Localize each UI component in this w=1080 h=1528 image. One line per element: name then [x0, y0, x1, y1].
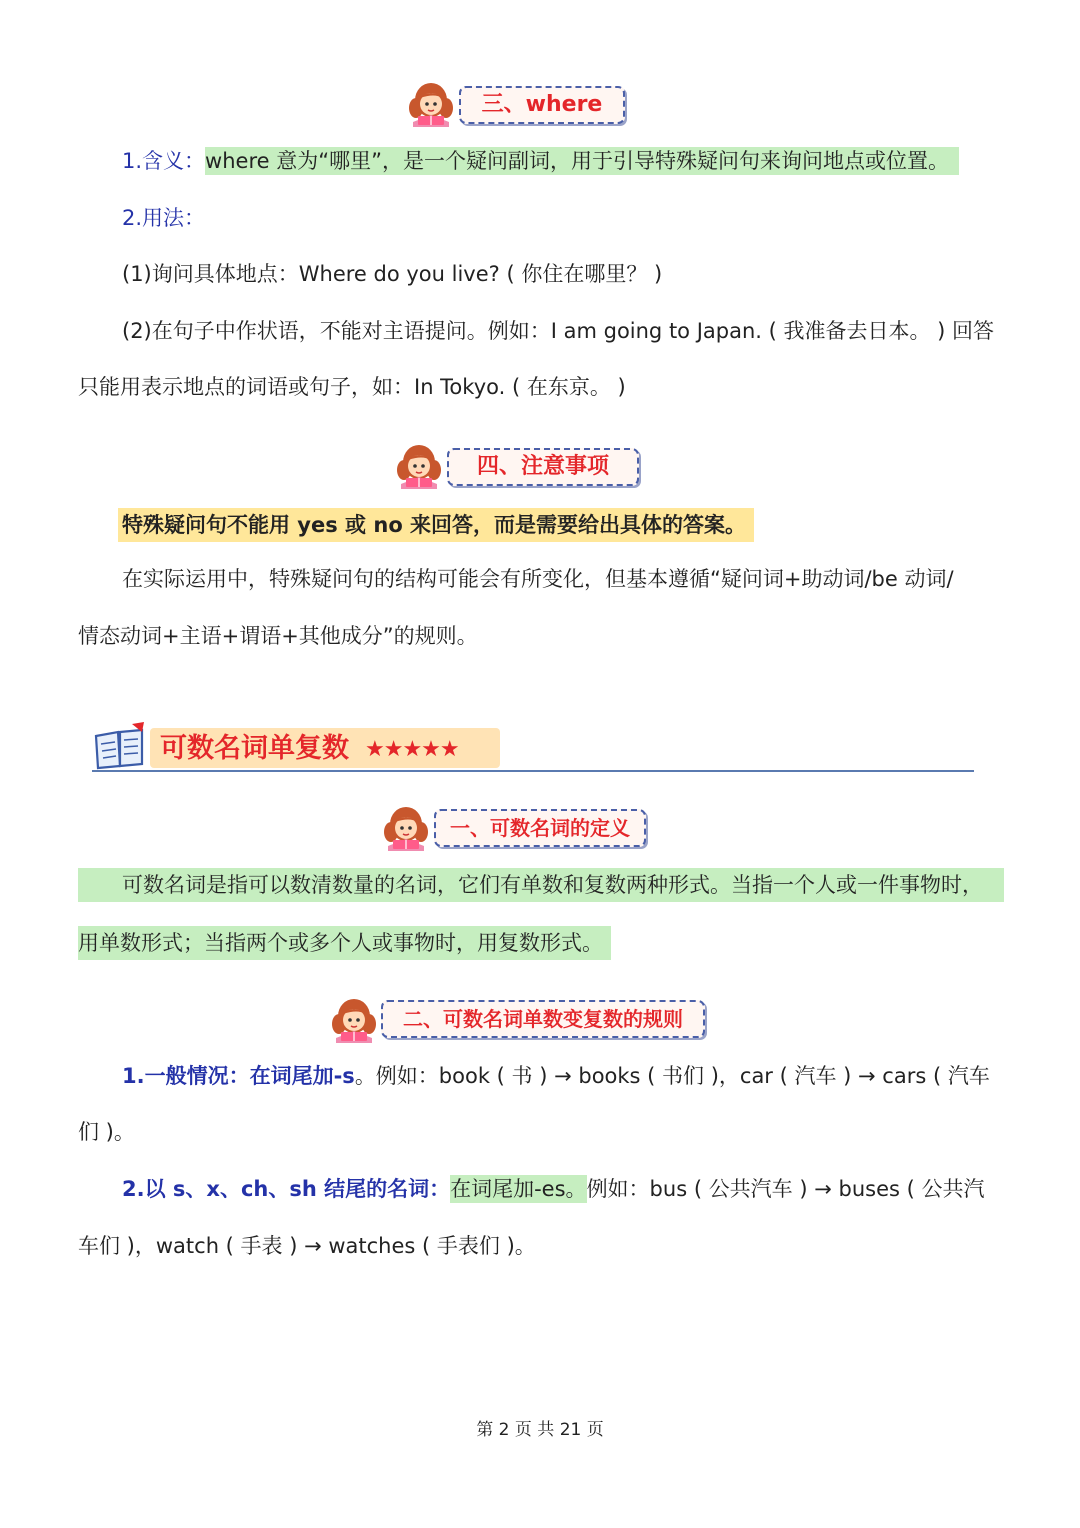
rule-1-line-2: 们 )。 — [78, 1120, 135, 1144]
rule-1-label: 1.一般情况：在词尾加-s — [122, 1064, 355, 1088]
definition-line-2: 用单数形式；当指两个或多个人或事物时，用复数形式。 — [78, 926, 611, 960]
section-title: 四、注意事项 — [476, 454, 609, 479]
section-header-notes — [447, 448, 639, 486]
girl-reading-icon — [405, 80, 457, 128]
section-title: 二、可数名词单数变复数的规则 — [403, 1007, 683, 1031]
usage-item-1: (1)询问具体地点：Where do you live? ( 你住在哪里？ ) — [122, 262, 663, 286]
section-header-definition — [434, 809, 646, 847]
meaning-text: where 意为“哪里”，是一个疑问副词，用于引导特殊疑问句来询问地点或位置。 — [205, 147, 959, 175]
section-title: 一、可数名词的定义 — [450, 816, 630, 840]
chapter-divider — [92, 770, 974, 772]
usage-item-2-line-2: 只能用表示地点的词语或句子，如：In Tokyo. ( 在东京。 ) — [78, 375, 626, 399]
meaning-paragraph — [122, 146, 959, 176]
section-header-where — [459, 86, 625, 124]
chapter-title: 可数名词单复数 — [160, 733, 349, 764]
rule-1-paragraph — [122, 1061, 990, 1091]
girl-reading-icon — [328, 996, 380, 1044]
definition-line-1: 可数名词是指可以数清数量的名词，它们有单数和复数两种形式。当指一个人或一件事物时， — [78, 868, 1004, 902]
rule-2-text: 例如：bus ( 公共汽车 ) → buses ( 公共汽 — [586, 1177, 985, 1201]
difficulty-stars: ★★★★★ — [365, 737, 459, 762]
meaning-label: 1.含义： — [122, 149, 206, 173]
rule-2-highlight: 在词尾加-es。 — [450, 1177, 587, 1201]
girl-reading-icon — [380, 804, 432, 852]
open-book-icon — [92, 722, 148, 772]
section-title: 三、where — [481, 92, 603, 117]
rule-2-line-2: 车们 )，watch ( 手表 ) → watches ( 手表们 )。 — [78, 1234, 536, 1258]
girl-reading-icon — [393, 442, 445, 490]
usage-item-2-line-1: (2)在句子中作状语，不能对主语提问。例如：I am going to Japan. ( 我准备去日本。 ) 回答 — [122, 319, 995, 343]
section-header-rules — [381, 1000, 705, 1038]
note-line-2: 情态动词+主语+谓语+其他成分”的规则。 — [78, 624, 478, 648]
rule-1-text: 。例如：book ( 书 ) → books ( 书们 )，car ( 汽车 ) → cars ( 汽车 — [354, 1064, 990, 1088]
rule-2-paragraph — [122, 1174, 985, 1204]
rule-2-label: 2.以 s、x、ch、sh 结尾的名词： — [122, 1177, 451, 1201]
note-line-1: 在实际运用中，特殊疑问句的结构可能会有所变化，但基本遵循“疑问词+助动词/be 动词/ — [122, 567, 954, 591]
usage-label: 2.用法： — [122, 206, 206, 230]
note-emphasis: 特殊疑问句不能用 yes 或 no 来回答，而是需要给出具体的答案。 — [118, 508, 754, 542]
page-number: 第 2 页 共 21 页 — [476, 1420, 604, 1440]
